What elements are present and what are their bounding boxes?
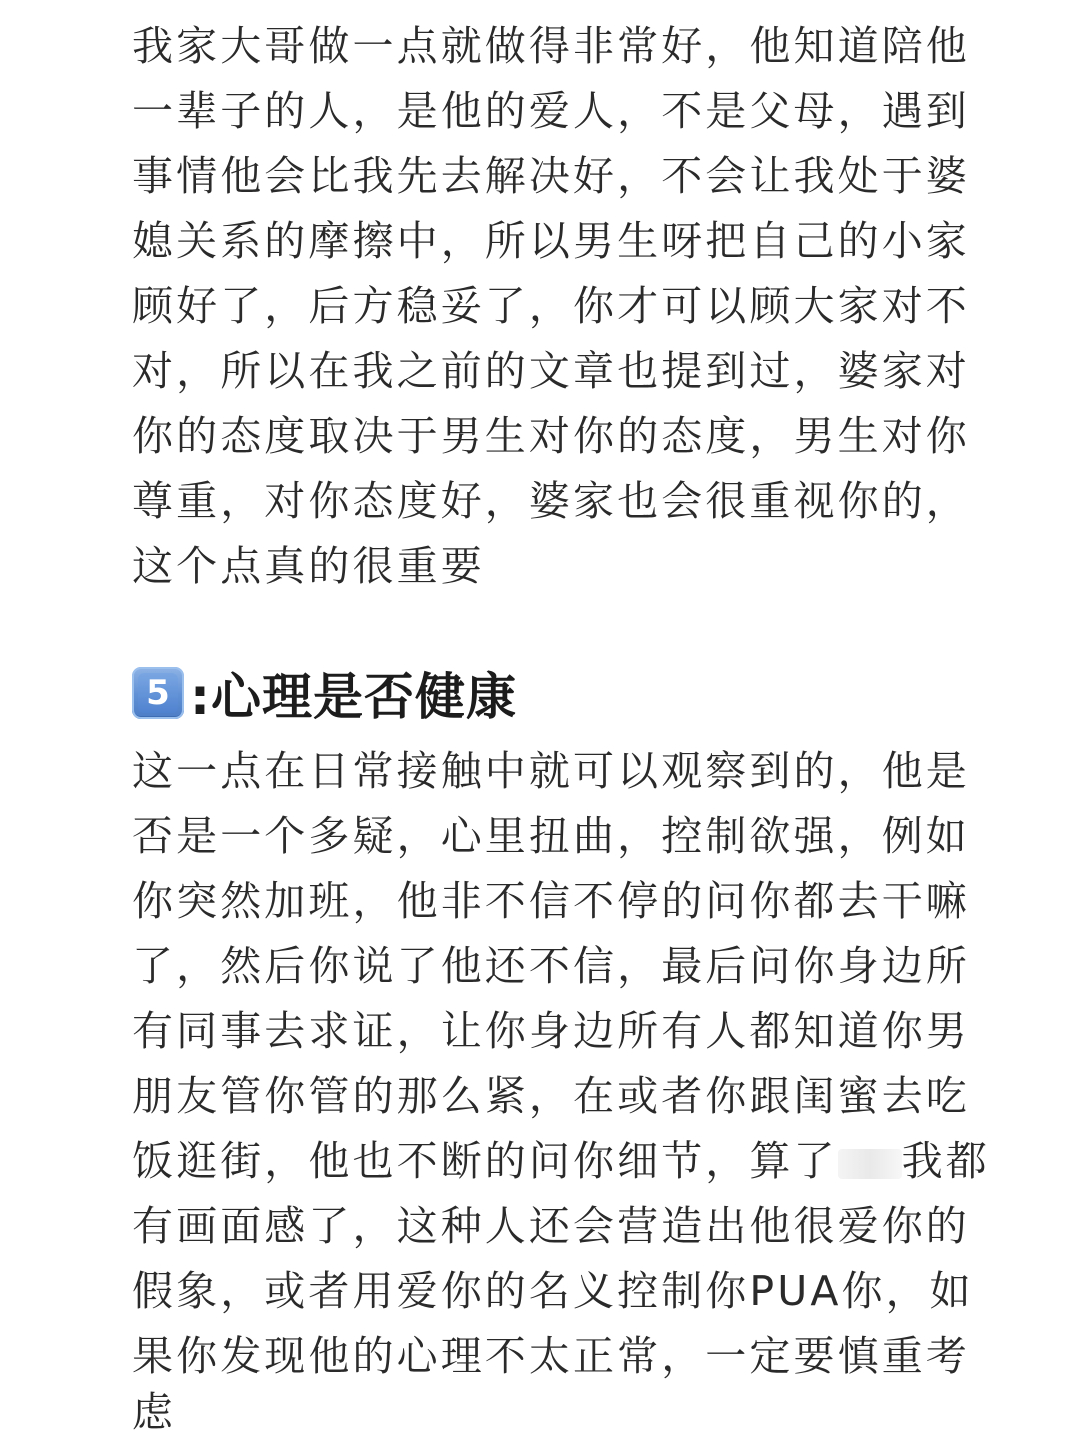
paragraph-line: 事情他会比我先去解决好，不会让我处于婆 xyxy=(132,152,970,200)
keycap-number-icon xyxy=(132,667,184,719)
paragraph-text: 饭逛街，他也不断的问你细节，算了 xyxy=(132,1137,838,1185)
faded-emoji-icon xyxy=(838,1149,902,1179)
paragraph-text: 我都 xyxy=(901,1137,990,1185)
paragraph-line: 虑 xyxy=(132,1388,177,1436)
paragraph-line: 我家大哥做一点就做得非常好，他知道陪他 xyxy=(132,22,970,70)
keycap-digit: 5 xyxy=(138,673,178,713)
paragraph-line: 果你发现他的心理不太正常，一定要慎重考 xyxy=(132,1332,970,1380)
paragraph-line: 朋友管你管的那么紧，在或者你跟闺蜜去吃 xyxy=(132,1072,970,1120)
paragraph-line: 假象，或者用爱你的名义控制你PUA你，如 xyxy=(132,1267,974,1315)
paragraph-line: 一辈子的人，是他的爱人，不是父母，遇到 xyxy=(132,87,970,135)
paragraph-line: 你突然加班，他非不信不停的问你都去干嘛 xyxy=(132,877,970,925)
paragraph-line: 这个点真的很重要 xyxy=(132,542,485,590)
paragraph-line: 媳关系的摩擦中，所以男生呀把自己的小家 xyxy=(132,217,970,265)
paragraph-line: 了，然后你说了他还不信，最后问你身边所 xyxy=(132,942,970,990)
paragraph-line: 对，所以在我之前的文章也提到过，婆家对 xyxy=(132,347,970,395)
paragraph-line: 你的态度取决于男生对你的态度，男生对你 xyxy=(132,412,970,460)
section-heading xyxy=(132,662,517,724)
paragraph-line: 有同事去求证，让你身边所有人都知道你男 xyxy=(132,1007,970,1055)
paragraph-line: 这一点在日常接触中就可以观察到的，他是 xyxy=(132,747,970,795)
paragraph-line: 有画面感了，这种人还会营造出他很爱你的 xyxy=(132,1202,970,1250)
paragraph-line: 顾好了，后方稳妥了，你才可以顾大家对不 xyxy=(132,282,970,330)
paragraph-line: 否是一个多疑，心里扭曲，控制欲强，例如 xyxy=(132,812,970,860)
paragraph-line: 尊重，对你态度好，婆家也会很重视你的， xyxy=(132,477,970,525)
section-title: :心理是否健康 xyxy=(190,668,517,726)
paragraph-line-with-emoji xyxy=(132,1137,990,1185)
